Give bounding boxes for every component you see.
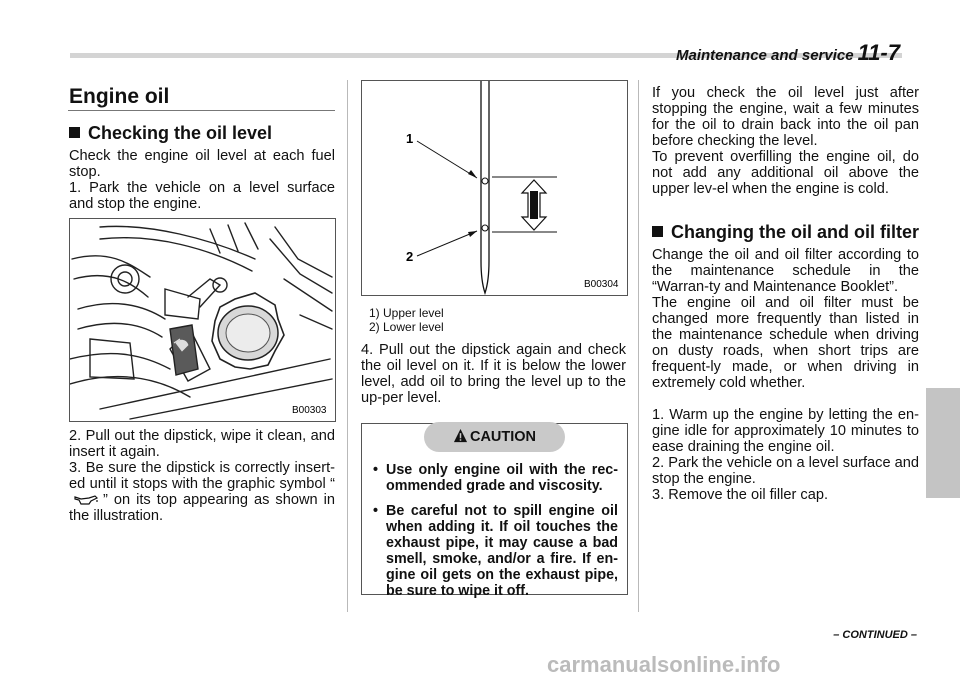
dipstick-figure (361, 80, 628, 296)
continued-label: – CONTINUED – (833, 629, 917, 641)
left-steps (69, 428, 335, 524)
callout-1: 1 (406, 131, 414, 146)
oil-can-icon (73, 494, 99, 505)
change-step-2: 2. Park the vehicle on a level surface and stop the engine. (652, 455, 919, 487)
right-text-block-2 (652, 247, 919, 391)
caution-item: • Use only engine oil with the rec-ommended grade and viscosity. (373, 462, 618, 494)
caution-item: • Be careful not to spill engine oil when adding it. If oil touches the exhaust pipe, it may cause a bad smell, smoke, and/or a fire. If en-gine oil gets on the exhaust pipe, be sure to wipe it off. (373, 503, 618, 599)
intro-text: Check the engine oil level at each fuel stop. (69, 148, 335, 180)
engine-figure (69, 218, 336, 422)
figure-legend (369, 306, 444, 334)
section-title: Maintenance and service (676, 47, 854, 64)
watermark: carmanualsonline.info (547, 652, 781, 677)
left-text-block (69, 148, 335, 212)
change-step-1: 1. Warm up the engine by letting the en-gine idle for approximately 10 minutes to ease draining the engine oil. (652, 407, 919, 455)
subsection-heading: Changing the oil and oil filter (652, 222, 919, 243)
para-change-frequency: The engine oil and oil filter must be changed more frequently than listed in the maintenance schedule when driving on dusty roads, when short trips are frequent-ly made, or when driving in extremely cold whether. (652, 295, 919, 391)
para-prevent-overfill: To prevent overfilling the engine oil, do not add any additional oil above the upper lev-el when the engine is cold. (652, 149, 919, 197)
oil-filler-cap (212, 293, 284, 369)
para-change-schedule: Change the oil and oil filter according to the maintenance schedule in the “Warran-ty and Maintenance Booklet”. (652, 247, 919, 295)
subsection-heading: Checking the oil level (69, 123, 272, 144)
engine-illustration (70, 219, 335, 421)
legend-lower-level: 2) Lower level (369, 320, 444, 334)
oil-range-arrow (522, 180, 546, 230)
page-header (676, 40, 900, 66)
callout-2: 2 (406, 249, 414, 264)
legend-upper-level: 1) Upper level (369, 306, 444, 320)
chapter-tab (926, 388, 960, 498)
step-3: 3. Be sure the dipstick is correctly insert-ed until it stops with the graphic symbol “” on its top appearing as shown in the illustration. (69, 460, 335, 524)
figure-code: B00304 (584, 279, 619, 290)
heading-rule (68, 110, 335, 111)
square-bullet-icon (652, 226, 663, 237)
change-step-3: 3. Remove the oil filler cap. (652, 487, 829, 503)
caution-list (373, 462, 618, 599)
dipstick-illustration (362, 81, 627, 295)
column-divider (638, 80, 639, 612)
warning-icon (453, 428, 468, 443)
square-bullet-icon (69, 127, 80, 138)
step-2: 2. Pull out the dipstick, wipe it clean, and insert it again. (69, 428, 335, 460)
page-number: 11-7 (857, 40, 900, 65)
step-4: 4. Pull out the dipstick again and check the oil level on it. If it is below the lower level, add oil to bring the level up to the up-per level. (361, 342, 626, 406)
step-1: 1. Park the vehicle on a level surface and stop the engine. (69, 180, 335, 212)
caution-badge: CAUTION (424, 422, 565, 452)
para-check-after-stop: If you check the oil level just after stopping the engine, wait a few minutes for the oil to drain back into the oil pan before checking the level. (652, 85, 919, 149)
figure-code: B00303 (292, 405, 327, 416)
column-divider (347, 80, 348, 612)
dipstick-handle (170, 325, 198, 375)
section-heading: Engine oil (69, 85, 170, 108)
right-text-block-1 (652, 85, 919, 197)
right-steps (652, 407, 919, 503)
